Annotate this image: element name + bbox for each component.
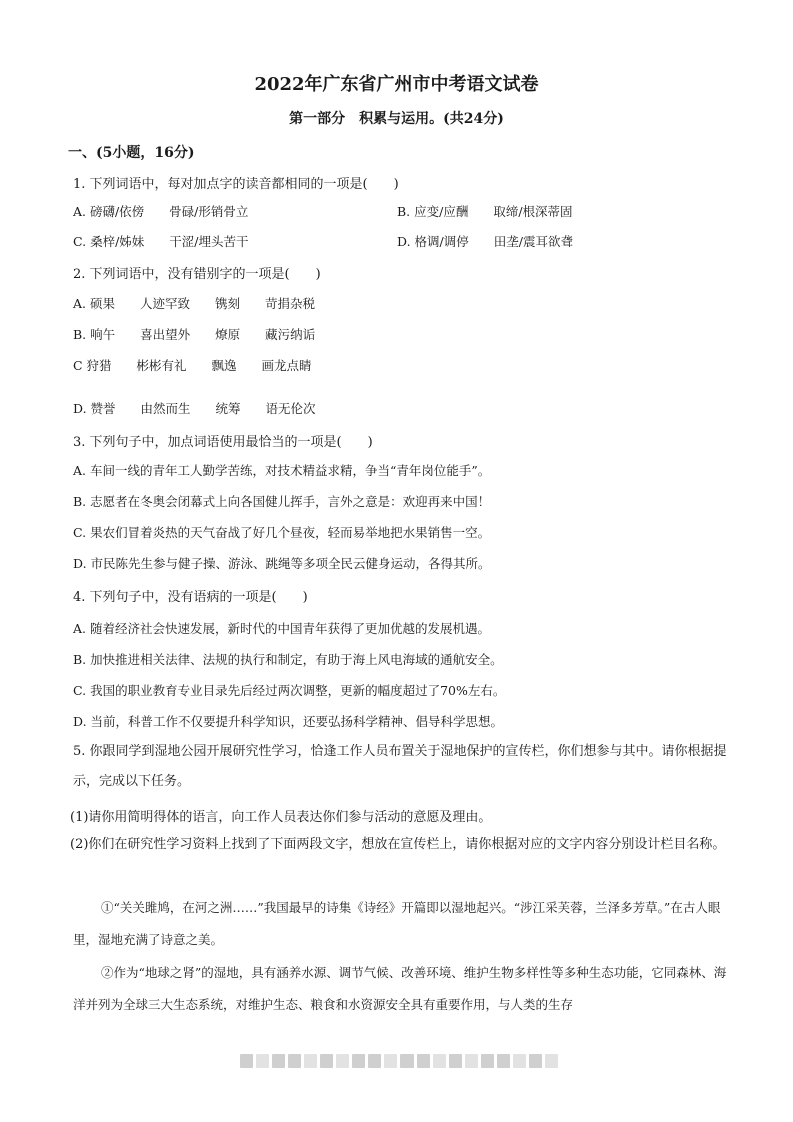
question-1-option-a: A. 磅礴/依傍 骨碌/形销骨立 xyxy=(73,204,249,219)
question-2-option-d: D. 赞誉 由然而生 统筹 语无伦次 xyxy=(73,401,316,416)
passage-paragraph-1: ①“关关雎鸠，在河之洲……”我国最早的诗集《诗经》开篇即以湿地起兴。“涉江采芙蓉，兰泽多芳草。”在古人眼里，湿地充满了诗意之美。 xyxy=(73,900,721,947)
question-4-option-c: C. 我国的职业教育专业目录先后经过两次调整，更新的幅度超过了70%左右。 xyxy=(73,683,506,698)
question-4-option-b: B. 加快推进相关法律、法规的执行和制定，有助于海上风电海域的通航安全。 xyxy=(73,652,503,667)
question-3-option-b: B. 志愿者在冬奥会闭幕式上向各国健儿挥手，言外之意是：欢迎再来中国！ xyxy=(73,494,491,509)
question-2-option-c: C 狩猎 彬彬有礼 飘逸 画龙点睛 xyxy=(73,358,312,373)
question-3-stem: 3. 下列句子中，加点词语使用最恰当的一项是( ) xyxy=(73,435,373,450)
question-4-option-d: D. 当前，科普工作不仅要提升科学知识，还要弘扬科学精神、倡导科学思想。 xyxy=(73,714,504,729)
blurred-footer-watermark xyxy=(240,1054,558,1068)
question-3-option-a: A. 车间一线的青年工人勤学苦练，对技术精益求精，争当“青年岗位能手”。 xyxy=(73,463,491,478)
page-title: 2022年广东省广州市中考语文试卷 xyxy=(254,74,539,95)
question-3-option-c: C. 果农们冒着炎热的天气奋战了好几个昼夜，轻而易举地把水果销售一空。 xyxy=(73,525,491,540)
question-4-stem: 4. 下列句子中，没有语病的一项是( ) xyxy=(73,590,308,605)
question-3-option-d: D. 市民陈先生参与健子操、游泳、跳绳等多项全民云健身运动，各得其所。 xyxy=(73,556,491,571)
question-4-option-a: A. 随着经济社会快速发展，新时代的中国青年获得了更加优越的发展机遇。 xyxy=(73,621,490,636)
question-1-option-d: D. 格调/调停 田垄/震耳欲聋 xyxy=(397,234,573,249)
question-1-option-b: B. 应变/应酬 取缔/根深蒂固 xyxy=(397,204,573,219)
section-heading: 一、(5小题，16分) xyxy=(68,145,195,161)
passage-paragraph-2: ②作为“地球之肾”的湿地，具有涵养水源、调节气候、改善环境、维护生物多样性等多种生态功能，它同森林、海洋并列为全球三大生态系统，对维护生态、粮食和水资源安全具有重要作用，与人类的生存 xyxy=(73,965,727,1012)
question-2-option-a: A. 硕果 人迹罕致 镌刻 苛捐杂税 xyxy=(73,296,315,311)
question-2-stem: 2. 下列词语中，没有错别字的一项是( ) xyxy=(73,267,321,282)
question-5-sub-1: (1)请你用简明得体的语言，向工作人员表达你们参与活动的意愿及理由。 xyxy=(70,810,492,825)
question-5-stem: 5. 你跟同学到湿地公园开展研究性学习，恰逢工作人员布置关于湿地保护的宣传栏，你们想参与其中。请你根据提示，完成以下任务。 xyxy=(73,744,727,789)
question-1-option-c: C. 桑梓/姊妹 干涩/埋头苦干 xyxy=(73,234,249,249)
question-2-option-b: B. 响午 喜出望外 燎原 藏污纳诟 xyxy=(73,327,316,342)
page-subtitle: 第一部分 积累与运用。(共24分) xyxy=(289,111,504,127)
question-5-sub-2: (2)你们在研究性学习资料上找到了下面两段文字，想放在宣传栏上，请你根据对应的文字内容分别设计栏目名称。 xyxy=(70,837,726,852)
question-1-stem: 1. 下列词语中，每对加点字的读音都相同的一项是( ) xyxy=(73,177,399,192)
